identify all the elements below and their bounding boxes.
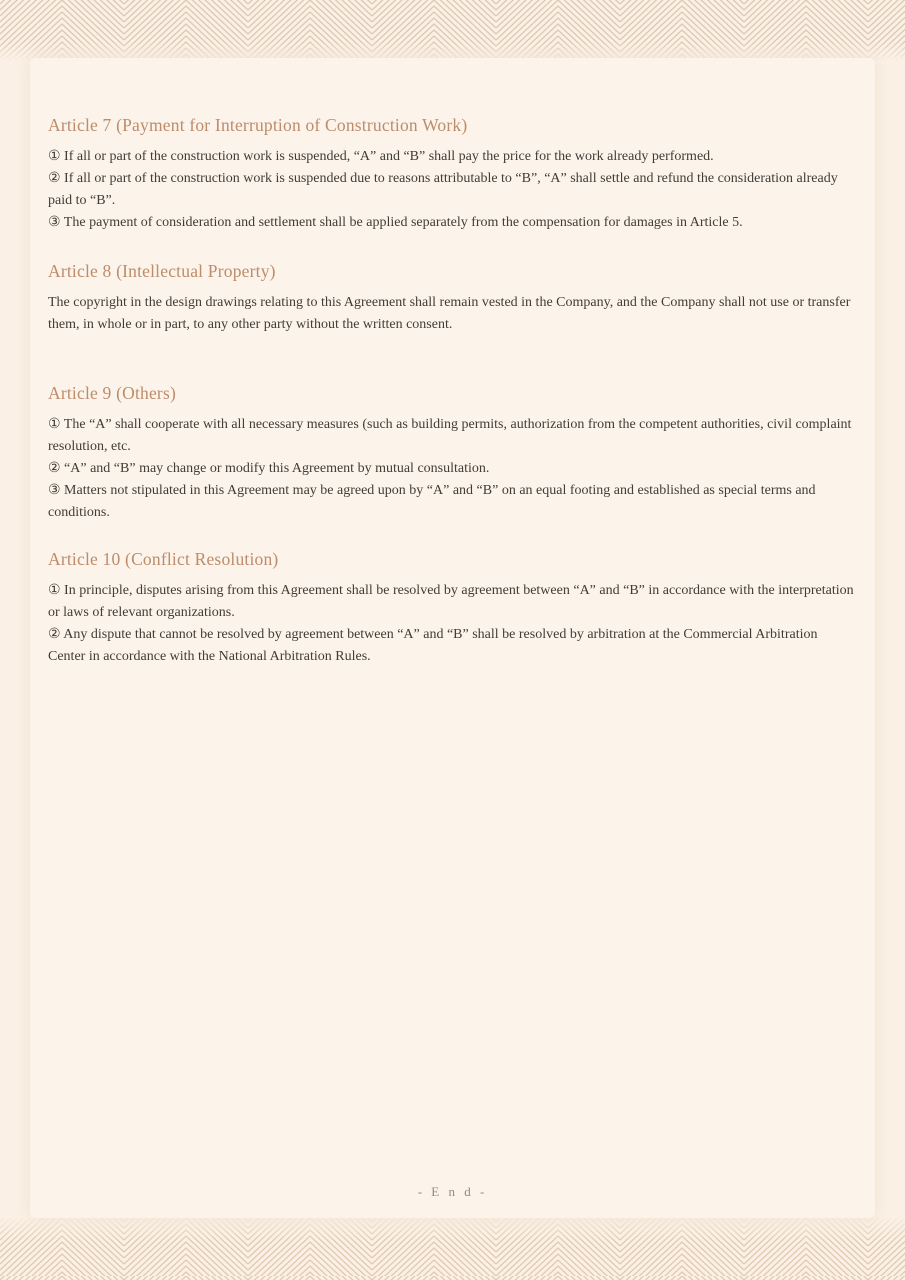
- chevron-border-bottom-pattern: [0, 1218, 905, 1280]
- article-8-body: The copyright in the design drawings relating to this Agreement shall remain vested in the Company, and the Company shall not use or transfer them, in whole or in part, to any other party without the written consent.: [48, 295, 851, 332]
- article-10-section: [48, 546, 857, 668]
- document-sheet: [30, 58, 875, 1218]
- article-10-clause-1: ① In principle, disputes arising from this Agreement shall be resolved by agreement between “A” and “B” in accordance with the interpretation or laws of relevant organizations.: [48, 583, 854, 620]
- chevron-border-top-pattern: [0, 0, 905, 60]
- end-of-document-label: - E n d -: [417, 1184, 488, 1199]
- article-9-section: [48, 380, 857, 524]
- document-content: [30, 58, 875, 668]
- article-8-heading: Article 8 (Intellectual Property): [48, 261, 276, 281]
- article-7-heading: Article 7 (Payment for Interruption of Construction Work): [48, 115, 468, 135]
- article-9-heading: Article 9 (Others): [48, 383, 176, 403]
- article-7-section: [48, 112, 857, 234]
- article-9-clause-2: ② “A” and “B” may change or modify this Agreement by mutual consultation.: [48, 461, 490, 476]
- article-7-clause-3: ③ The payment of consideration and settlement shall be applied separately from the compensation for damages in Article 5.: [48, 215, 743, 230]
- article-10-clause-2: ② Any dispute that cannot be resolved by agreement between “A” and “B” shall be resolved by arbitration at the Commercial Arbitration Center in accordance with the National Arbitration Rules.: [48, 627, 818, 664]
- article-7-clause-2: ② If all or part of the construction work is suspended due to reasons attributable to “B”, “A” shall settle and refund the consideration already paid to “B”.: [48, 171, 838, 208]
- article-8-section: [48, 258, 857, 336]
- article-9-clause-1: ① The “A” shall cooperate with all necessary measures (such as building permits, authorization from the competent authorities, civil complaint resolution, etc.: [48, 417, 852, 454]
- article-10-heading: Article 10 (Conflict Resolution): [48, 549, 279, 569]
- article-9-clause-3: ③ Matters not stipulated in this Agreement may be agreed upon by “A” and “B” on an equal footing and established as special terms and conditions.: [48, 483, 816, 520]
- article-7-clause-1: ① If all or part of the construction work is suspended, “A” and “B” shall pay the price for the work already performed.: [48, 149, 714, 164]
